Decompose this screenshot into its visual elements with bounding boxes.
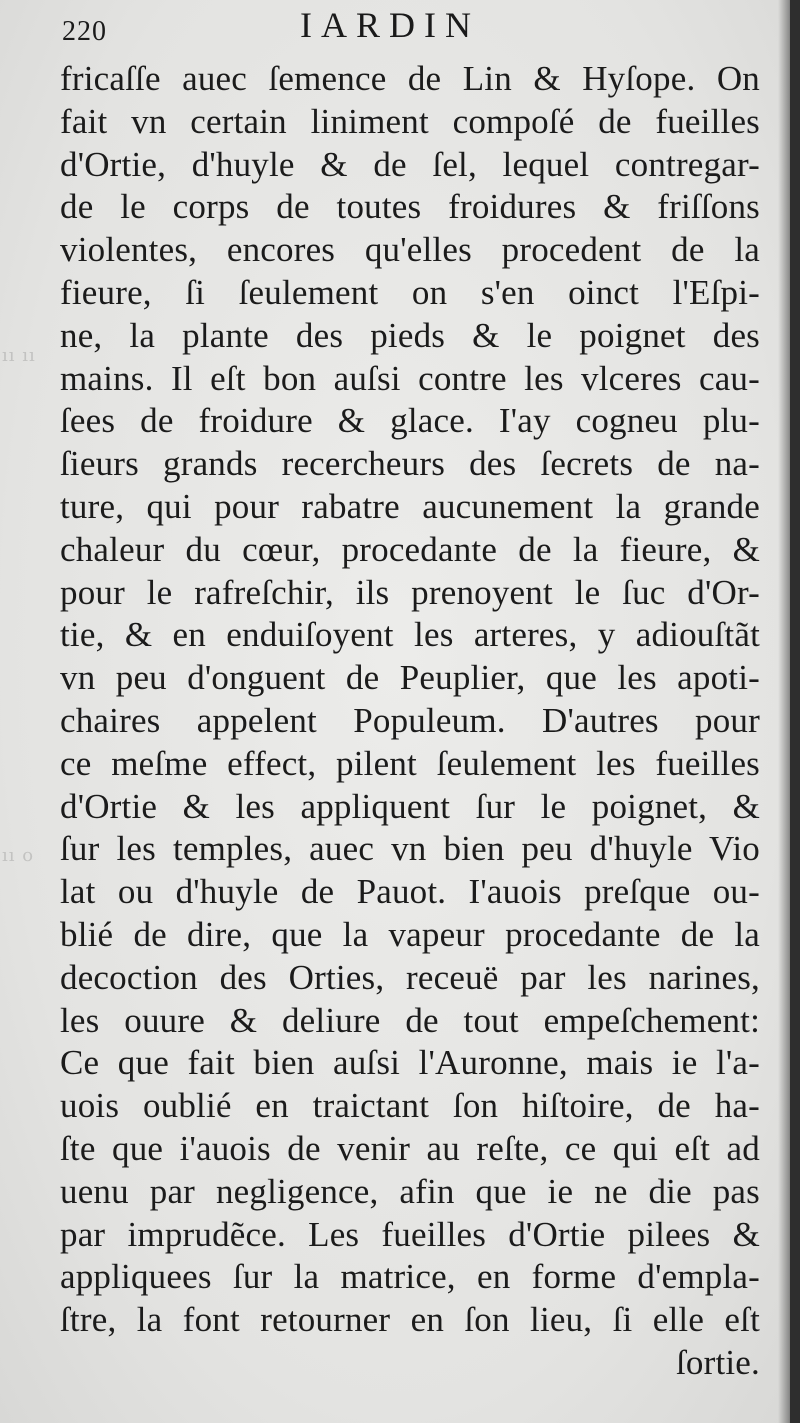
text-line: ſees de froidure & glace. I'ay cogneu plu- <box>60 401 760 441</box>
text-line-final: ſortie. <box>675 1342 760 1382</box>
text-line: d'Ortie, d'huyle & de ſel, lequel contregar- <box>60 144 760 184</box>
text-line: ce meſme effect, pilent ſeulement les fueilles <box>60 743 760 783</box>
text-line: uenu par negligence, afin que ie ne die pas <box>60 1171 760 1211</box>
running-title: IARDIN <box>300 5 480 45</box>
text-line: d'Ortie & les appliquent ſur le poignet, & <box>60 786 760 826</box>
text-line: Ce que fait bien auſsi l'Auronne, mais ie l'a- <box>60 1043 760 1083</box>
text-line: ne, la plante des pieds & le poignet des <box>60 315 760 355</box>
text-line: chaires appelent Populeum. D'autres pour <box>60 700 760 740</box>
text-line: fait vn certain liniment compoſé de fueilles <box>60 101 760 141</box>
text-line: fricaſſe auec ſemence de Lin & Hyſope. On <box>60 59 760 98</box>
text-line: violentes, encores qu'elles procedent de la <box>60 230 760 270</box>
bleed-through-mark: ıı ıı <box>2 345 36 366</box>
text-line: mains. Il eſt bon auſsi contre les vlceres cau- <box>60 358 760 398</box>
body-text <box>60 58 760 1385</box>
text-line: pour le rafreſchir, ils prenoyent le ſuc d'Or- <box>60 572 760 612</box>
page-number: 220 <box>62 16 107 47</box>
text-line: ſte que i'auois de venir au reſte, ce qui eſt ad <box>60 1128 760 1168</box>
text-line: chaleur du cœur, procedante de la fieure, & <box>60 529 760 569</box>
text-line: uois oublié en traictant ſon hiſtoire, de ha- <box>60 1086 760 1126</box>
text-line: ſur les temples, auec vn bien peu d'huyle Vio <box>60 829 760 869</box>
page-gutter-shadow <box>778 0 790 1423</box>
text-line: ſtre, la font retourner en ſon lieu, ſi elle eſt <box>60 1300 760 1340</box>
text-line: de le corps de toutes froidures & friſſons <box>60 187 760 227</box>
text-line: blié de dire, que la vapeur procedante de la <box>60 914 760 954</box>
text-line: tie, & en enduiſoyent les arteres, y adiouſtãt <box>60 615 760 655</box>
text-line: vn peu d'onguent de Peuplier, que les apoti- <box>60 658 760 698</box>
bleed-through-mark: ıı o <box>2 845 35 866</box>
text-line: par imprudẽce. Les fueilles d'Ortie pilees & <box>60 1214 760 1254</box>
text-line: fieure, ſi ſeulement on s'en oinct l'Eſpi- <box>60 272 760 312</box>
text-line: lat ou d'huyle de Pauot. I'auois preſque ou- <box>60 872 760 912</box>
text-line: decoction des Orties, receuë par les narines, <box>60 957 760 997</box>
text-line: ſieurs grands recercheurs des ſecrets de na- <box>60 444 760 484</box>
text-line: ture, qui pour rabatre aucunement la grande <box>60 486 760 526</box>
text-line: appliquees ſur la matrice, en forme d'empla- <box>60 1257 760 1297</box>
text-line: les ouure & deliure de tout empeſchement: <box>60 1000 760 1040</box>
page-header <box>62 4 762 48</box>
